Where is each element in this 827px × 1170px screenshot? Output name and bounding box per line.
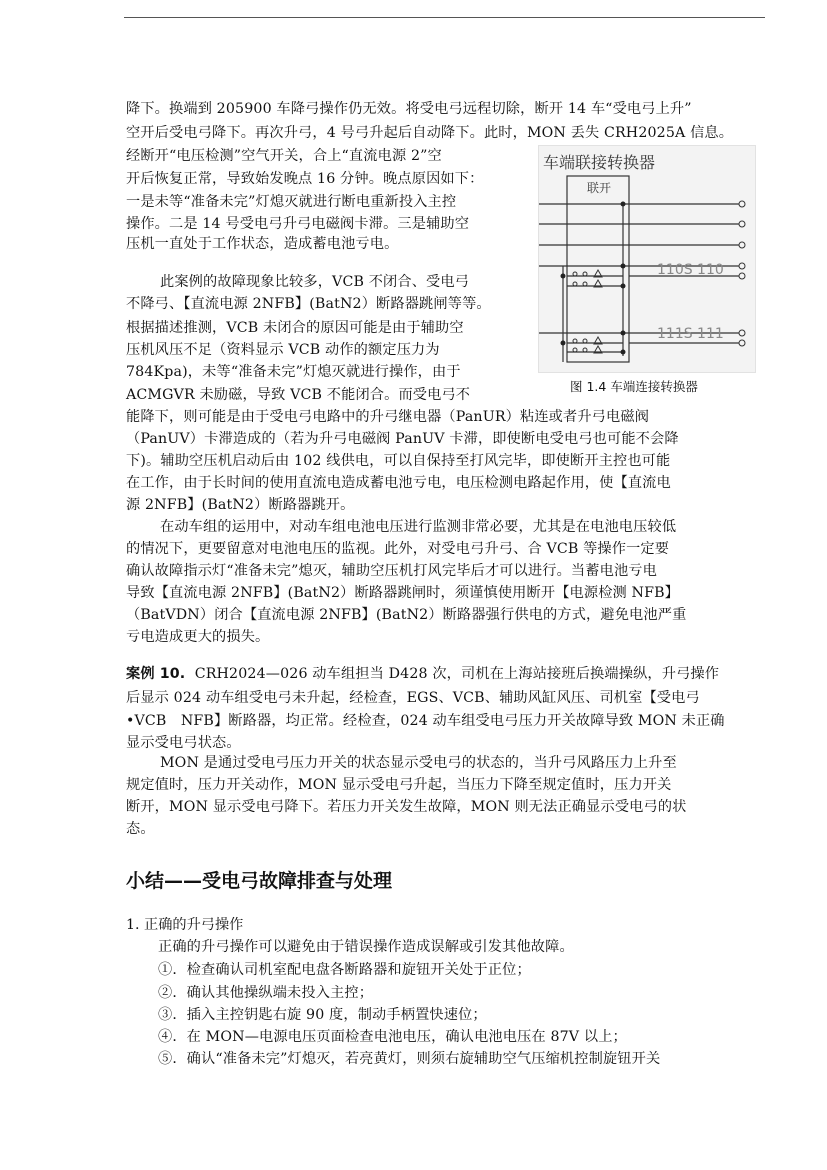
text-line: 能降下，则可能是由于受电弓电路中的升弓继电器（PanUR）粘连或者升弓电磁阀 [126,409,650,425]
list-item: ③．插入主控钥匙右旋 90 度，制动手柄置快速位； [158,1007,487,1023]
text-line: 降下。换端到 205900 车降弓操作仍无效。将受电弓远程切除，断开 14 车“受电弓上升” [126,101,692,117]
case-label: 案例 10. [126,666,186,682]
label-110: 110S 110 [657,262,724,278]
text-line: 784Kpa)，未等“准备未完”灯熄灭就进行操作，由于 [126,364,461,380]
figure-caption: 图 1.4 车端连接转换器 [570,379,698,394]
text-line: 空开后受电弓降下。再次升弓，4 号弓升起后自动降下。此时，MON 丢失 CRH2025A 信息。 [126,125,734,141]
text-line: 态。 [126,821,155,837]
text-line: （PanUV）卡滞造成的（若为升弓电磁阀 PanUV 卡滞，即使断电受电弓也可能不会降 [126,431,679,447]
connector-diagram [539,146,755,372]
text-line: 导致【直流电源 2NFB】(BatN2）断路器跳闸时，须谨慎使用断开【电源检测 NFB】 [126,585,680,601]
subsection-title: 1. 正确的升弓操作 [126,917,244,933]
text-line: 一是未等“准备未完”灯熄灭就进行断电重新投入主控 [126,194,457,210]
text-line: 开后恢复正常，导致始发晚点 16 分钟。晚点原因如下： [126,171,484,187]
text-line: 规定值时，压力开关动作，MON 显示受电弓升起，当压力下降至规定值时，压力开关 [126,777,672,793]
text-line: 根据描述推测，VCB 未闭合的原因可能是由于辅助空 [126,320,464,336]
text-line: 不降弓、【直流电源 2NFB】(BatN2）断路器跳闸等等。 [126,296,491,312]
text-line: 确认故障指示灯“准备未完”熄灭，辅助空压机打风完毕后才可以进行。当蓄电池亏电 [126,563,657,579]
label-111: 111S 111 [657,326,724,342]
figure-connector-diagram [538,145,756,373]
list-item: ②．确认其他操纵端未投入主控； [158,985,374,1001]
text-line: MON 是通过受电弓压力开关的状态显示受电弓的状态的，当升弓风路压力上升至 [160,755,677,771]
text-line: 的情况下，更要留意对电池电压的监视。此外，对受电弓升弓、合 VCB 等操作一定要 [126,541,670,557]
text-line: 后显示 024 动车组受电弓未升起，经检查，EGS、VCB、辅助风缸风压、司机室【受电弓 [126,690,700,706]
text-line: •VCB NFB】断路器，均正常。经检查，024 动车组受电弓压力开关故障导致 MON 未正确 [126,713,725,729]
text-line: 在工作，由于长时间的使用直流电造成蓄电池亏电，电压检测电路起作用，使【直流电 [126,475,671,491]
list-intro: 正确的升弓操作可以避免由于错误操作造成误解或引发其他故障。 [158,939,574,955]
text-line: 压机风压不足（资料显示 VCB 动作的额定压力为 [126,342,440,358]
top-rule [124,17,765,18]
list-item: ④．在 MON—电源电压页面检查电池电压，确认电池电压在 87V 以上； [158,1029,627,1045]
text-line: 显示受电弓状态。 [126,735,241,751]
text-line: 操作。二是 14 号受电弓升弓电磁阀卡滞。三是辅助空 [126,216,470,232]
figure-title: 车端联接转换器 [543,153,656,172]
text-line: ACMGVR 未励磁，导致 VCB 不能闭合。而受电弓不 [126,387,471,403]
text-line: 源 2NFB】(BatN2）断路器跳开。 [126,497,355,513]
text-line: 压机一直处于工作状态，造成蓄电池亏电。 [126,236,399,252]
switch-box-label: 联开 [587,181,612,195]
list-item: ⑤．确认“准备未完”灯熄灭，若亮黄灯，则须右旋辅助空气压缩机控制旋钮开关 [158,1051,661,1067]
text-line: 亏电造成更大的损失。 [126,629,270,645]
section-heading: 小结——受电弓故障排查与处理 [126,870,393,892]
text-line: 断开，MON 显示受电弓降下。若压力开关发生故障，MON 则无法正确显示受电弓的状 [126,799,687,815]
text-line: 此案例的故障现象比较多，VCB 不闭合、受电弓 [160,274,470,290]
text-line: 下)。辅助空压机启动后由 102 线供电，可以自保持至打风完毕，即使断开主控也可能 [126,453,671,469]
list-item: ①．检查确认司机室配电盘各断路器和旋钮开关处于正位； [158,962,531,978]
text-line [126,664,719,685]
text-line: 在动车组的运用中，对动车组电池电压进行监测非常必要，尤其是在电池电压较低 [160,519,677,535]
text-line: （BatVDN）闭合【直流电源 2NFB】(BatN2）断路器强行供电的方式，避免电池严重 [126,607,687,623]
text-line: 经断开“电压检测”空气开关，合上“直流电源 2”空 [126,148,442,164]
case-text: CRH2024—026 动车组担当 D428 次，司机在上海站接班后换端操纵，升弓操作 [194,666,720,682]
